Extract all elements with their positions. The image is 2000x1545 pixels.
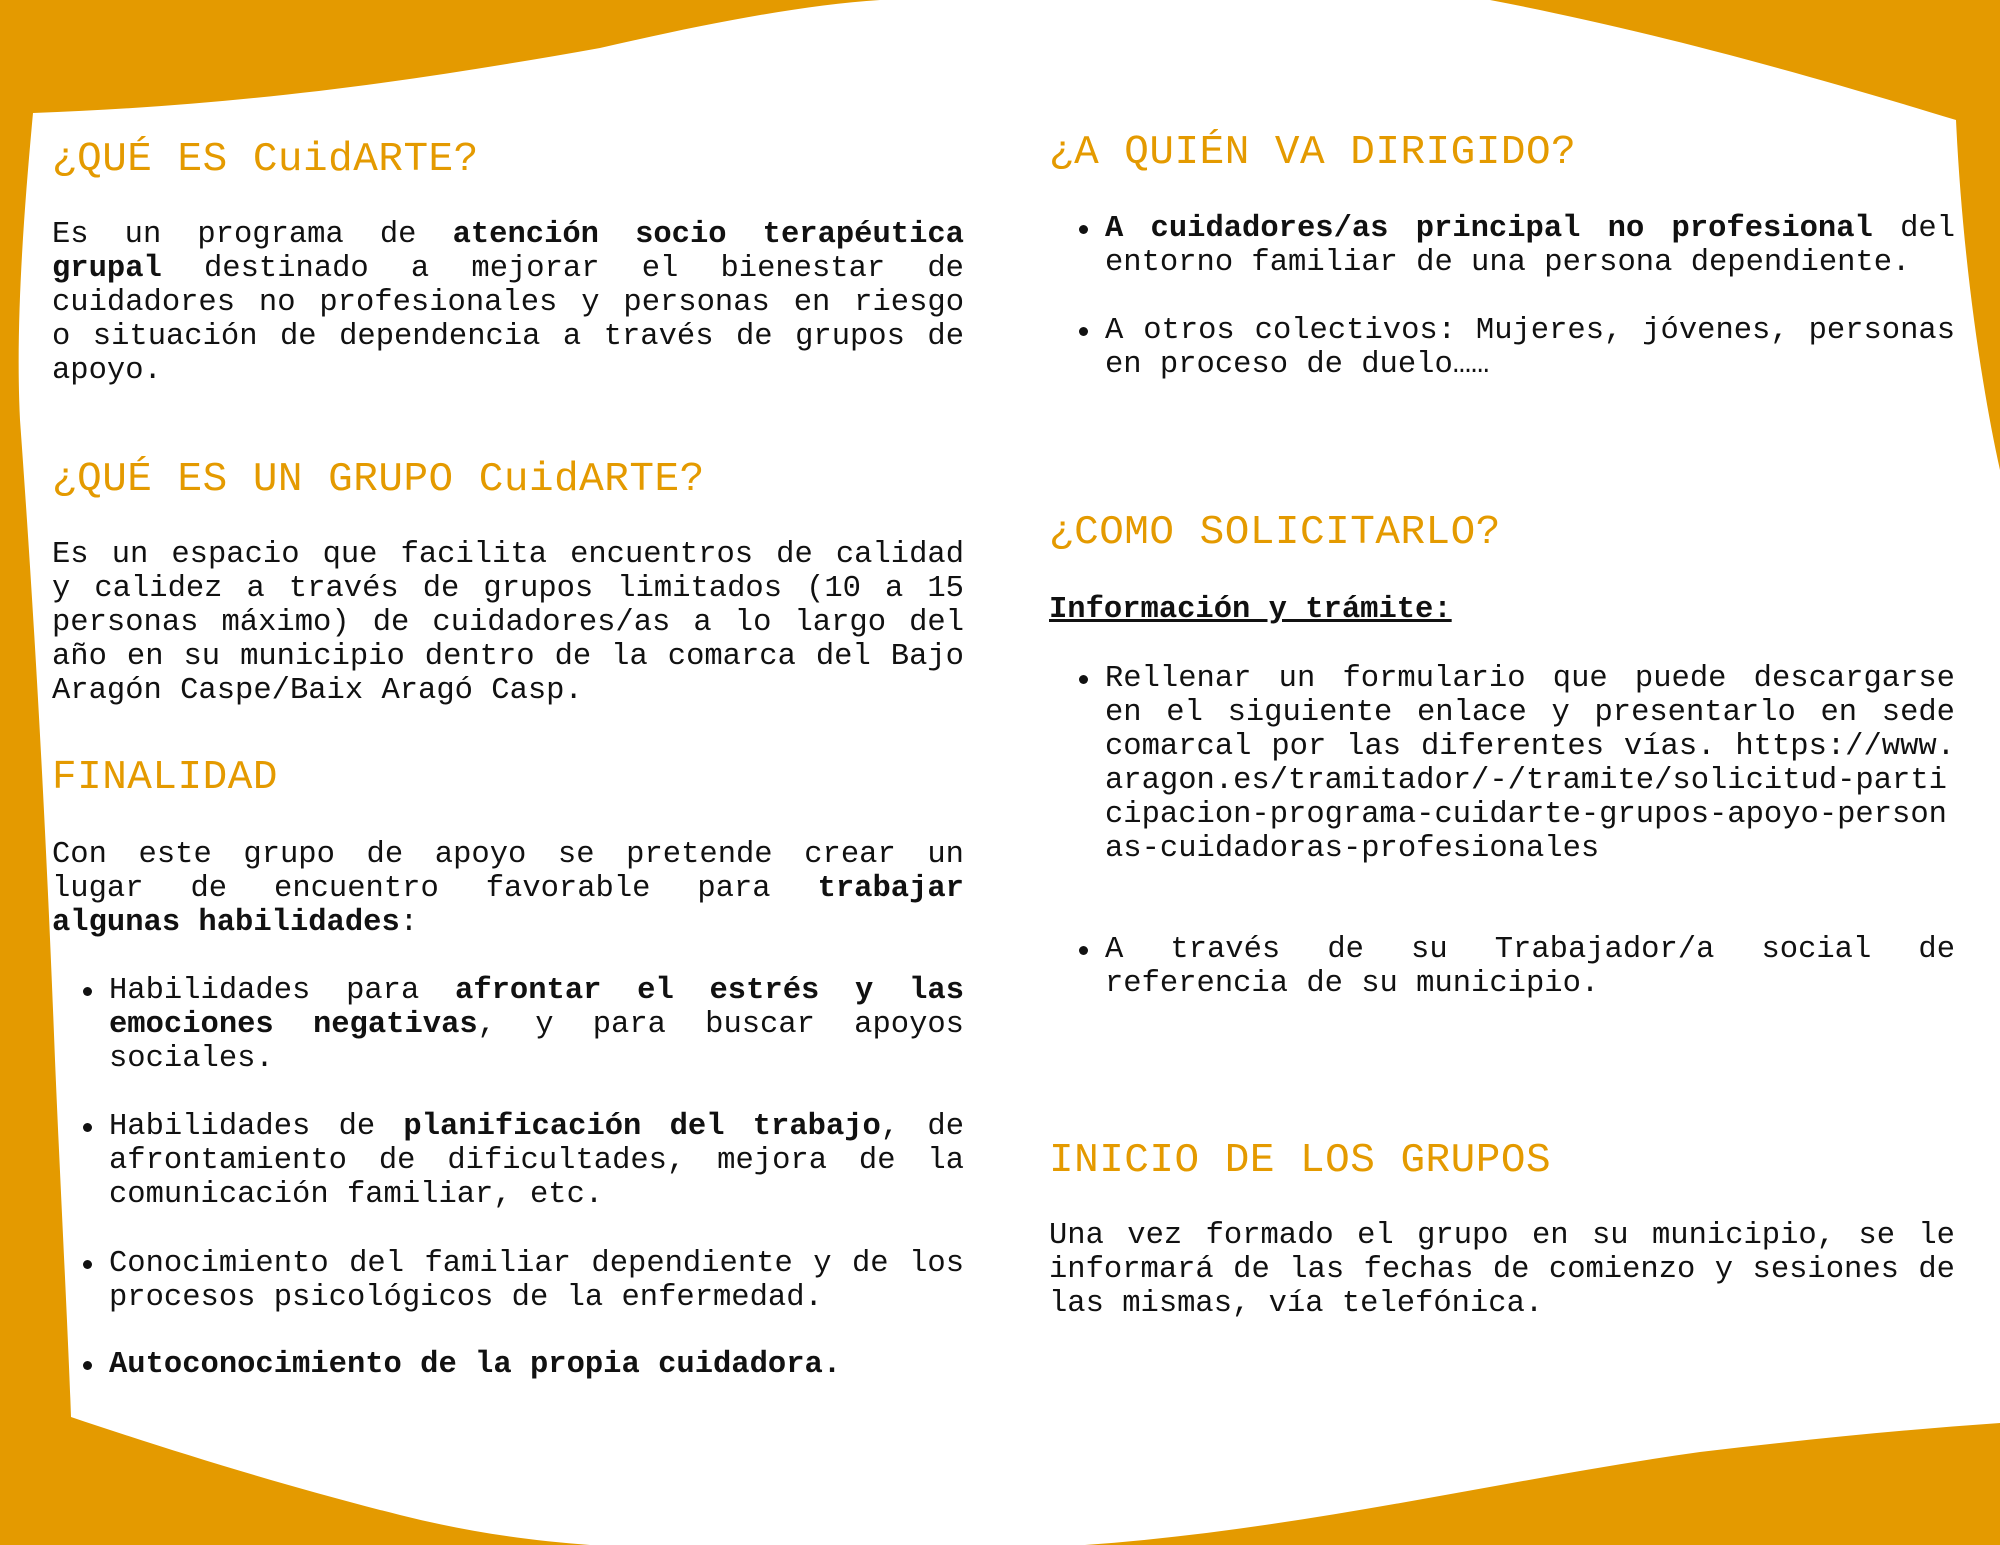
heading-que-es-grupo: ¿QUÉ ES UN GRUPO CuidARTE? xyxy=(52,457,705,503)
paragraph-que-es-grupo: Es un espacio que facilita encuentros de calidad y calidez a través de grupos limitados (10 a 15 personas máximo) de cuidadores/as a lo largo del año en su municipio dentro de la comarca del Bajo Aragón Caspe/Baix Aragó Casp. xyxy=(52,538,964,708)
text: Habilidades para xyxy=(109,974,456,1008)
bullet-icon xyxy=(1079,675,1088,684)
bullet-icon xyxy=(83,987,92,996)
text: , de afrontamiento de dificultades, mejora de la comunicación familiar, etc. xyxy=(109,1110,965,1212)
paragraph-finalidad xyxy=(52,838,964,940)
bullet-icon xyxy=(1079,327,1088,336)
heading-como-solicitarlo: ¿COMO SOLICITARLO? xyxy=(1049,510,1501,556)
bold-text: Autoconocimiento de la propia cuidadora. xyxy=(109,1348,842,1382)
bold-text: A cuidadores/as principal no profesional xyxy=(1105,212,1873,246)
bold-text: atención socio terapéutica grupal xyxy=(52,218,964,286)
heading-que-es-cuidarte: ¿QUÉ ES CuidARTE? xyxy=(52,137,479,183)
list-item-cuidadores xyxy=(1105,212,1955,280)
list-item-trabajador-social xyxy=(1105,933,1955,1001)
bullet-icon xyxy=(1079,225,1088,234)
text: , y para buscar apoyos sociales. xyxy=(109,1008,964,1076)
paragraph-inicio-grupos: Una vez formado el grupo en su municipio, se le informará de las fechas de comienzo y sesiones de las mismas, vía telefónica. xyxy=(1049,1219,1955,1321)
text: Rellenar un formulario que puede descargarse en el siguiente enlace y presentarlo en sede comarcal por las diferentes vías. xyxy=(1105,662,1955,764)
text: A otros colectivos: Mujeres, jóvenes, personas en proceso de duelo…… xyxy=(1105,314,1955,382)
text: Con este grupo de apoyo se pretende crear un lugar de encuentro favorable para xyxy=(52,838,964,906)
list-item-habilidades-estres xyxy=(109,974,964,1076)
heading-inicio-grupos: INICIO DE LOS GRUPOS xyxy=(1049,1138,1552,1184)
text: Habilidades de xyxy=(109,1110,404,1144)
bullet-icon xyxy=(83,1123,92,1132)
text: Es un programa de xyxy=(52,218,453,252)
bold-text: trabajar algunas habilidades xyxy=(52,872,964,940)
text: : xyxy=(399,906,419,940)
list-item-otros-colectivos xyxy=(1105,314,1955,382)
bullet-icon xyxy=(1079,946,1088,955)
list-item-formulario xyxy=(1105,662,1955,866)
tramite-link[interactable]: https://www.aragon.es/tramitador/-/tramite/solicitud-participacion-programa-cuidarte-grupos-apoyo-personas-cuidadoras-profesionales xyxy=(1105,730,1955,866)
bold-text: afrontar el estrés y las emociones negativas xyxy=(109,974,964,1042)
subtitle-informacion-tramite: Información y trámite: xyxy=(1049,593,1452,627)
paragraph-que-es-cuidarte xyxy=(52,218,964,388)
text: del entorno familiar de una persona dependiente. xyxy=(1105,212,1956,280)
text: Conocimiento del familiar dependiente y de los procesos psicológicos de la enfermedad. xyxy=(109,1247,964,1315)
heading-a-quien-va-dirigido: ¿A QUIÉN VA DIRIGIDO? xyxy=(1049,130,1577,176)
list-item-habilidades-planificacion xyxy=(109,1110,964,1212)
bullet-icon xyxy=(83,1260,92,1269)
list-item-conocimiento xyxy=(109,1247,964,1315)
bullet-icon xyxy=(83,1361,92,1370)
text: destinado a mejorar el bienestar de cuidadores no profesionales y personas en riesgo o situación de dependencia a través de grupos de apoyo. xyxy=(52,252,964,388)
text: A través de su Trabajador/a social de referencia de su municipio. xyxy=(1105,933,1955,1001)
bold-text: planificación del trabajo xyxy=(403,1110,881,1144)
list-item-autoconocimiento xyxy=(109,1348,964,1382)
heading-finalidad: FINALIDAD xyxy=(52,755,278,801)
